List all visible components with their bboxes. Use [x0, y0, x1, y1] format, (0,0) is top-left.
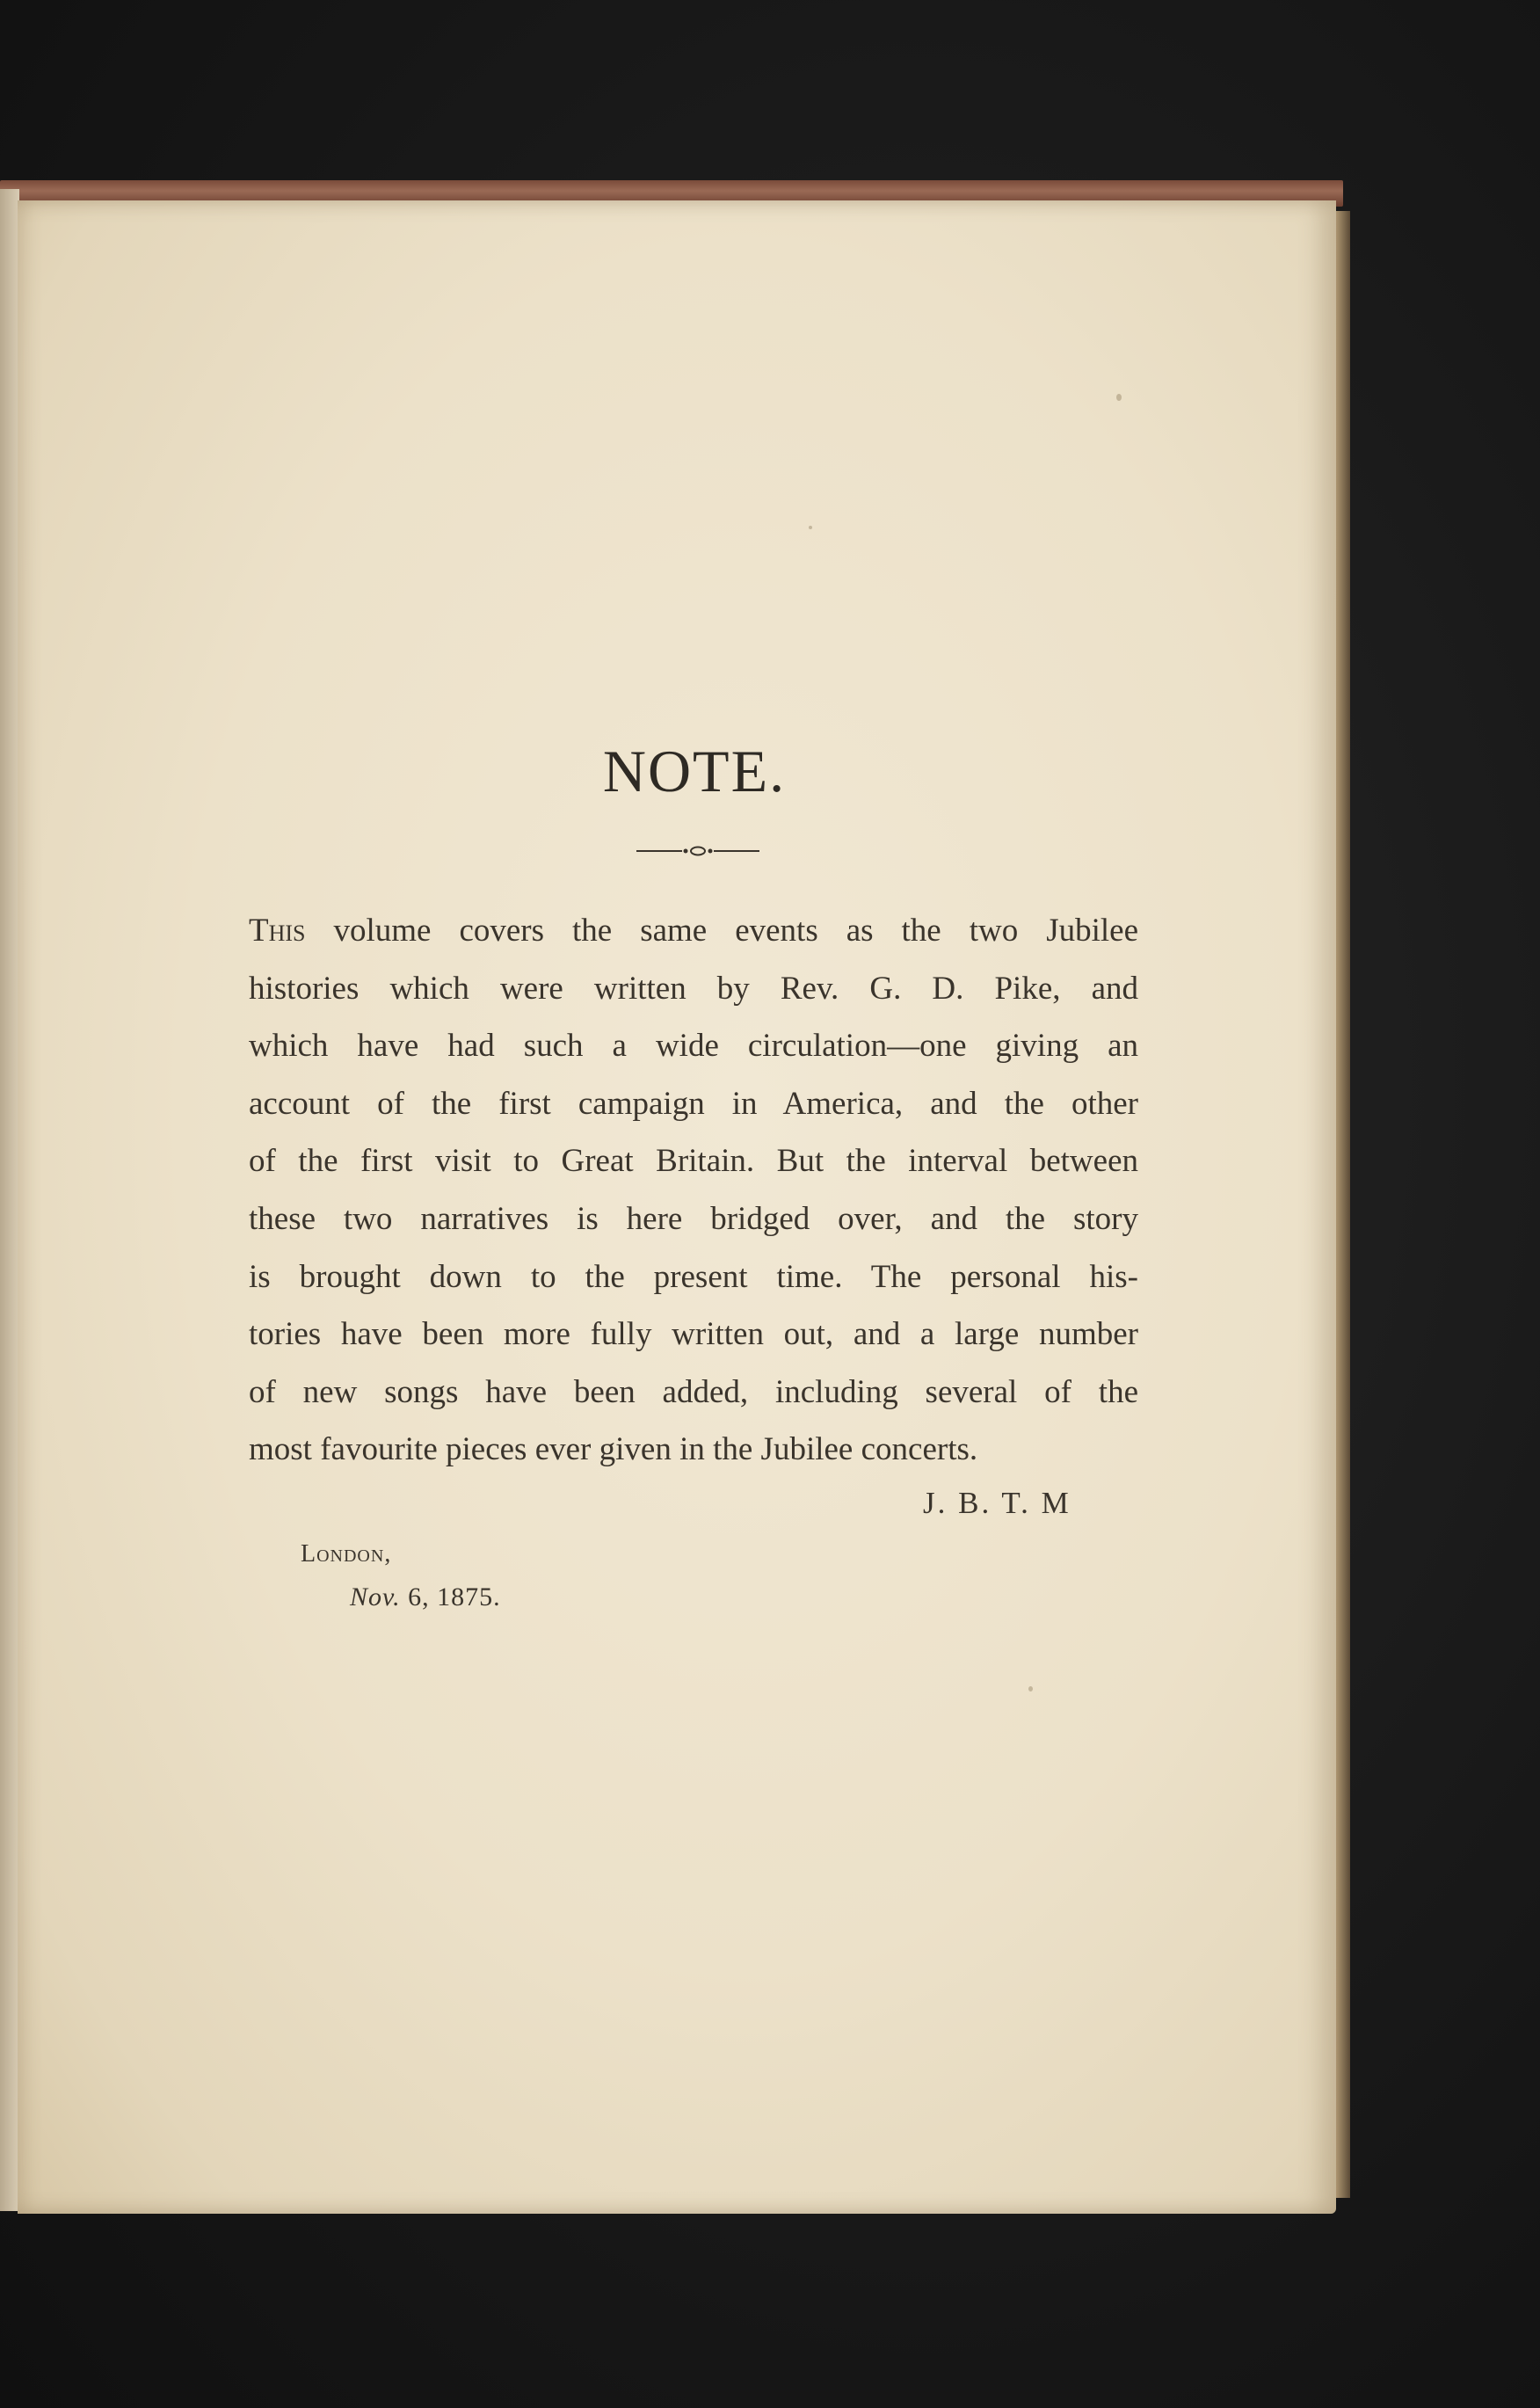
body-line: histories which were written by Rev. G. D. Pike, and — [249, 970, 1138, 1007]
date-line — [350, 1582, 501, 1612]
body-line: which have had such a wide circulation—one giving an — [249, 1028, 1138, 1065]
note-body — [249, 902, 1138, 1479]
page-title: NOTE. — [602, 738, 787, 804]
paper-speck — [809, 526, 812, 529]
author-initials: J. B. T. M — [923, 1486, 1071, 1520]
body-line: of the first visit to Great Britain. But the interval between — [249, 1143, 1138, 1180]
body-line: these two narratives is here bridged over, and the story — [249, 1200, 1138, 1237]
place-line: London, — [301, 1540, 392, 1568]
body-line: is brought down to the present time. The personal his- — [249, 1258, 1138, 1295]
body-line: account of the first campaign in America, and the other — [249, 1085, 1138, 1122]
book-spine-edge — [0, 189, 19, 2211]
body-line: This volume covers the same events as the two Jubilee — [249, 913, 1138, 949]
paper-speck — [1116, 394, 1122, 401]
body-line: most favourite pieces ever given in the Jubilee concerts. — [249, 1431, 978, 1468]
date-month: Nov. — [350, 1582, 401, 1611]
ornament-divider-icon — [636, 842, 759, 860]
paper-speck — [1028, 1686, 1033, 1691]
opening-word: This — [249, 913, 306, 949]
body-line: of new songs have been added, including several of the — [249, 1373, 1138, 1410]
body-line: tories have been more fully written out, and a large number — [249, 1316, 1138, 1353]
date-day-year: 6, 1875. — [400, 1582, 501, 1611]
